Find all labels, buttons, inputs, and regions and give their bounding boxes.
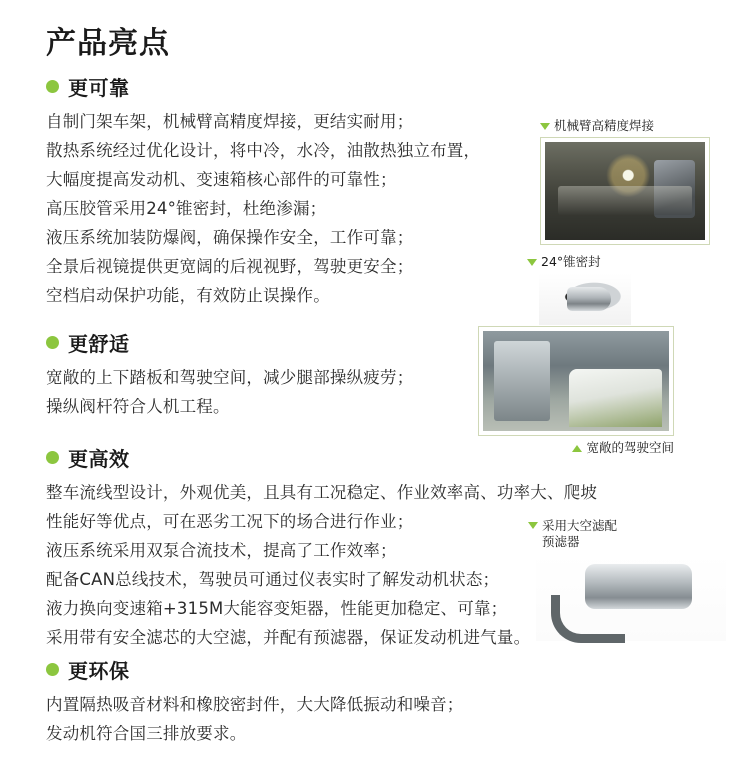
- section-header: [46, 328, 476, 357]
- figure-frame: [539, 273, 631, 325]
- section-body: [46, 690, 566, 748]
- body-line: 散热系统经过优化设计，将中冷，水冷，油散热独立布置，: [46, 141, 481, 160]
- section-reliable: [46, 72, 546, 310]
- figure-caption-text: 宽敞的驾驶空间: [586, 440, 674, 455]
- section-header: [46, 72, 546, 101]
- bullet-icon: [46, 80, 59, 93]
- body-line: 采用带有安全滤芯的大空滤，并配有预滤器，保证发动机进气量。: [46, 628, 531, 647]
- body-line: 宽敞的上下踏板和驾驶空间，减少腿部操纵疲劳；: [46, 368, 414, 387]
- body-line: 液压系统加装防爆阀，确保操作安全，工作可靠；: [46, 228, 414, 247]
- section-comfortable: [46, 328, 476, 421]
- page-title: 产品亮点: [46, 26, 170, 61]
- figure-caption: [540, 118, 710, 134]
- figure-caption-line2: 预滤器: [542, 534, 580, 549]
- figure-caption-line1: 采用大空滤配: [542, 518, 618, 533]
- figure-frame: [540, 137, 710, 245]
- cabin-photo: [483, 331, 669, 431]
- body-line: 全景后视镜提供更宽阔的后视视野，驾驶更安全；: [46, 257, 414, 276]
- section-eco: [46, 655, 566, 748]
- bullet-icon: [46, 663, 59, 676]
- figure-caption: [527, 254, 647, 270]
- body-line: 发动机符合国三排放要求。: [46, 724, 247, 743]
- figure-frame: [536, 553, 726, 641]
- bullet-icon: [46, 451, 59, 464]
- figure-caption-text-block: [542, 518, 617, 550]
- body-line: 自制门架车架，机械臂高精度焊接，更结实耐用；: [46, 112, 414, 131]
- figure-welding: [540, 118, 710, 245]
- section-body: [46, 107, 546, 310]
- figure-caption-text: 24°锥密封: [541, 254, 601, 269]
- figure-air-filter: [528, 518, 738, 641]
- figure-frame: [478, 326, 674, 436]
- body-line: 大幅度提高发动机、变速箱核心部件的可靠性；: [46, 170, 397, 189]
- triangle-down-icon: [540, 123, 550, 130]
- triangle-down-icon: [528, 522, 538, 529]
- body-line: 内置隔热吸音材料和橡胶密封件，大大降低振动和噪音；: [46, 695, 464, 714]
- section-title: 更舒适: [68, 332, 130, 356]
- body-line: 液力换向变速箱+315M大能容变矩器，性能更加稳定、可靠；: [46, 599, 508, 618]
- body-line: 整车流线型设计，外观优美，且具有工况稳定、作业效率高、功率大、爬坡: [46, 483, 598, 502]
- air-filter-photo: [536, 553, 726, 641]
- body-line: 液压系统采用双泵合流技术，提高了工作效率；: [46, 541, 397, 560]
- body-line: 空档启动保护功能，有效防止误操作。: [46, 286, 330, 305]
- bullet-icon: [46, 336, 59, 349]
- triangle-up-icon: [572, 445, 582, 452]
- section-title: 更高效: [68, 447, 130, 471]
- section-title: 更环保: [68, 659, 130, 683]
- figure-caption-text: 机械臂高精度焊接: [554, 118, 655, 133]
- welding-photo: [545, 142, 705, 240]
- triangle-down-icon: [527, 259, 537, 266]
- figure-caption: [478, 440, 674, 456]
- figure-cone-seal: [527, 254, 647, 325]
- body-line: 性能好等优点，可在恶劣工况下的场合进行作业；: [46, 512, 414, 531]
- body-line: 操纵阀杆符合人机工程。: [46, 397, 230, 416]
- figure-cabin: [478, 326, 674, 456]
- body-line: 配备CAN总线技术，驾驶员可通过仪表实时了解发动机状态；: [46, 570, 500, 589]
- cone-seal-photo: [539, 273, 631, 325]
- section-header: [46, 655, 566, 684]
- section-body: [46, 363, 476, 421]
- body-line: 高压胶管采用24°锥密封，杜绝渗漏；: [46, 199, 327, 218]
- figure-caption: [528, 518, 738, 550]
- section-title: 更可靠: [68, 76, 130, 100]
